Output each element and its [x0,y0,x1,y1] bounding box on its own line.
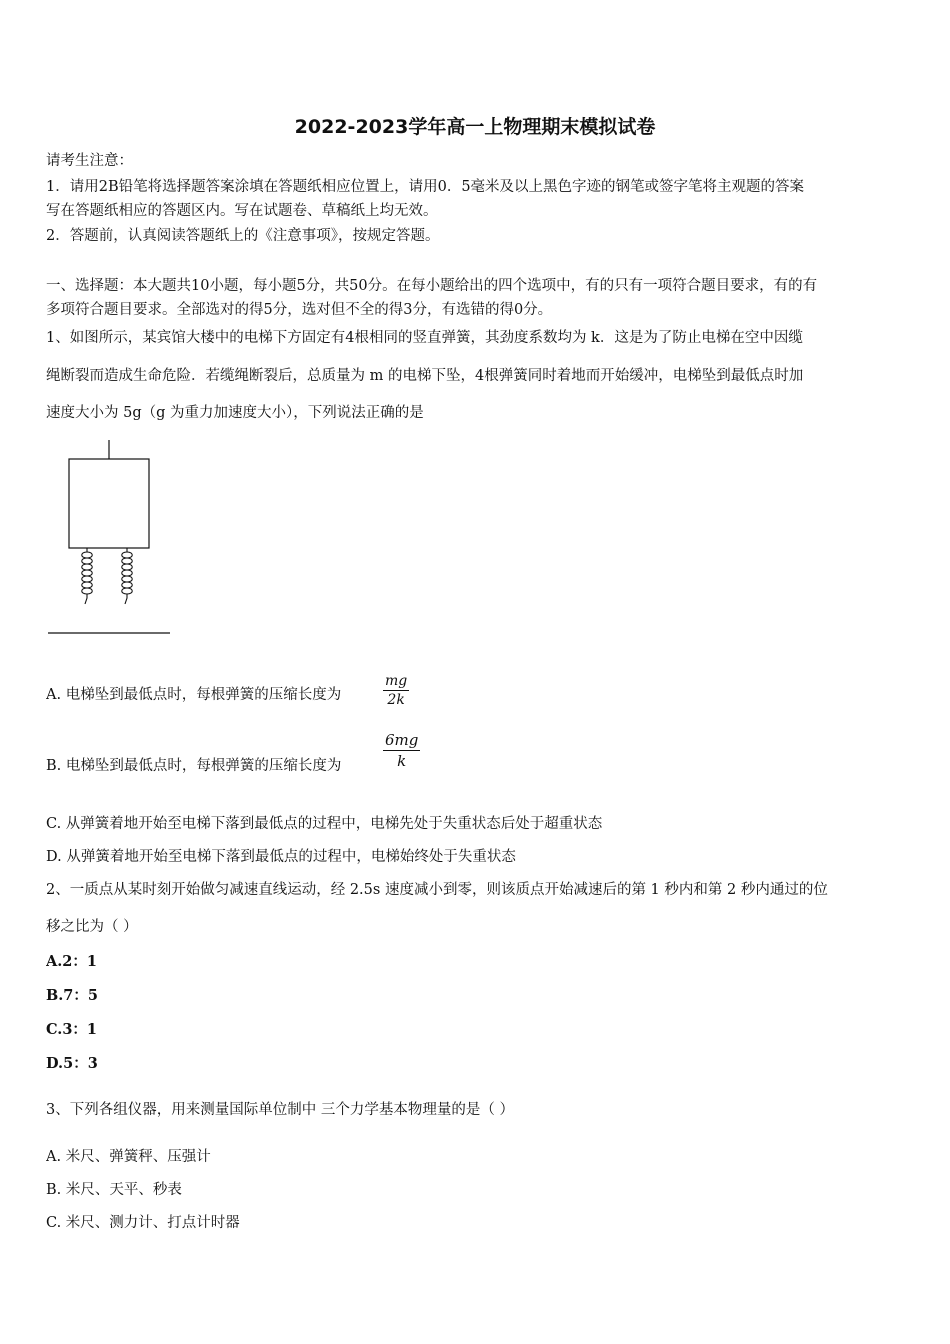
q3-option-b: B. 米尺、天平、秒表 [46,1182,182,1198]
fraction-denominator: k [397,752,407,770]
q1-option-a-fraction [383,673,409,708]
section-intro-b: 多项符合题目要求。全部选对的得5分，选对但不全的得3分，有选错的得0分。 [46,302,553,318]
q3-option-c: C. 米尺、测力计、打点计时器 [46,1215,240,1231]
fraction-bar [383,750,420,751]
q1-option-d: D. 从弹簧着地开始至电梯下落到最低点的过程中，电梯始终处于失重状态 [46,849,516,865]
q1-option-c: C. 从弹簧着地开始至电梯下落到最低点的过程中，电梯先处于失重状态后处于超重状态 [46,816,603,832]
notice-item-1a: 1．请用2B铅笔将选择题答案涂填在答题纸相应位置上，请用0．5毫米及以上黑色字迹的钢笔或签字笔将主观题的答案 [46,179,805,195]
notice-item-1b: 写在答题纸相应的答题区内。写在试题卷、草稿纸上均无效。 [46,203,438,219]
q1-option-b: B. 电梯坠到最低点时，每根弹簧的压缩长度为 [46,758,342,774]
q2-option-a: A.2：1 [46,953,97,970]
notice-heading: 请考生注意： [46,153,133,169]
notice-item-2: 2．答题前，认真阅读答题纸上的《注意事项》，按规定答题。 [46,228,440,244]
q1-option-b-fraction [383,731,420,770]
q3-option-a: A. 米尺、弹簧秤、压强计 [46,1149,211,1165]
q2-option-b: B.7：5 [46,987,98,1004]
q2-option-d: D.5：3 [46,1055,98,1072]
fraction-numerator: 6mg [385,731,419,749]
q3-stem: 3、下列各组仪器，用来测量国际单位制中 三个力学基本物理量的是（ ） [46,1102,514,1118]
q1-stem-line1: 1、如图所示，某宾馆大楼中的电梯下方固定有4根相同的竖直弹簧，其劲度系数均为 k．这是为了防止电梯在空中因缆 [46,330,803,346]
fraction-denominator: 2k [387,692,405,708]
q1-stem-line3: 速度大小为 5g（g 为重力加速度大小），下列说法正确的是 [46,405,424,421]
section-intro-a: 一、选择题：本大题共10小题，每小题5分，共50分。在每小题给出的四个选项中，有的只有一项符合题目要求，有的有 [46,278,818,294]
elevator-spring-diagram [45,438,185,638]
q2-stem-line1: 2、一质点从某时刻开始做匀减速直线运动，经 2.5s 速度减小到零，则该质点开始减速后的第 1 秒内和第 2 秒内通过的位 [46,882,828,898]
q2-stem-line2: 移之比为（ ） [46,919,138,935]
q1-option-a: A. 电梯坠到最低点时，每根弹簧的压缩长度为 [46,687,342,703]
fraction-bar [383,690,409,691]
page-title: 2022-2023学年高一上物理期末模拟试卷 [294,116,656,138]
q1-stem-line2: 绳断裂而造成生命危险．若缆绳断裂后，总质量为 m 的电梯下坠，4根弹簧同时着地而开始缓冲，电梯坠到最低点时加 [46,368,804,384]
q2-option-c: C.3：1 [46,1021,98,1038]
fraction-numerator: mg [385,673,408,689]
